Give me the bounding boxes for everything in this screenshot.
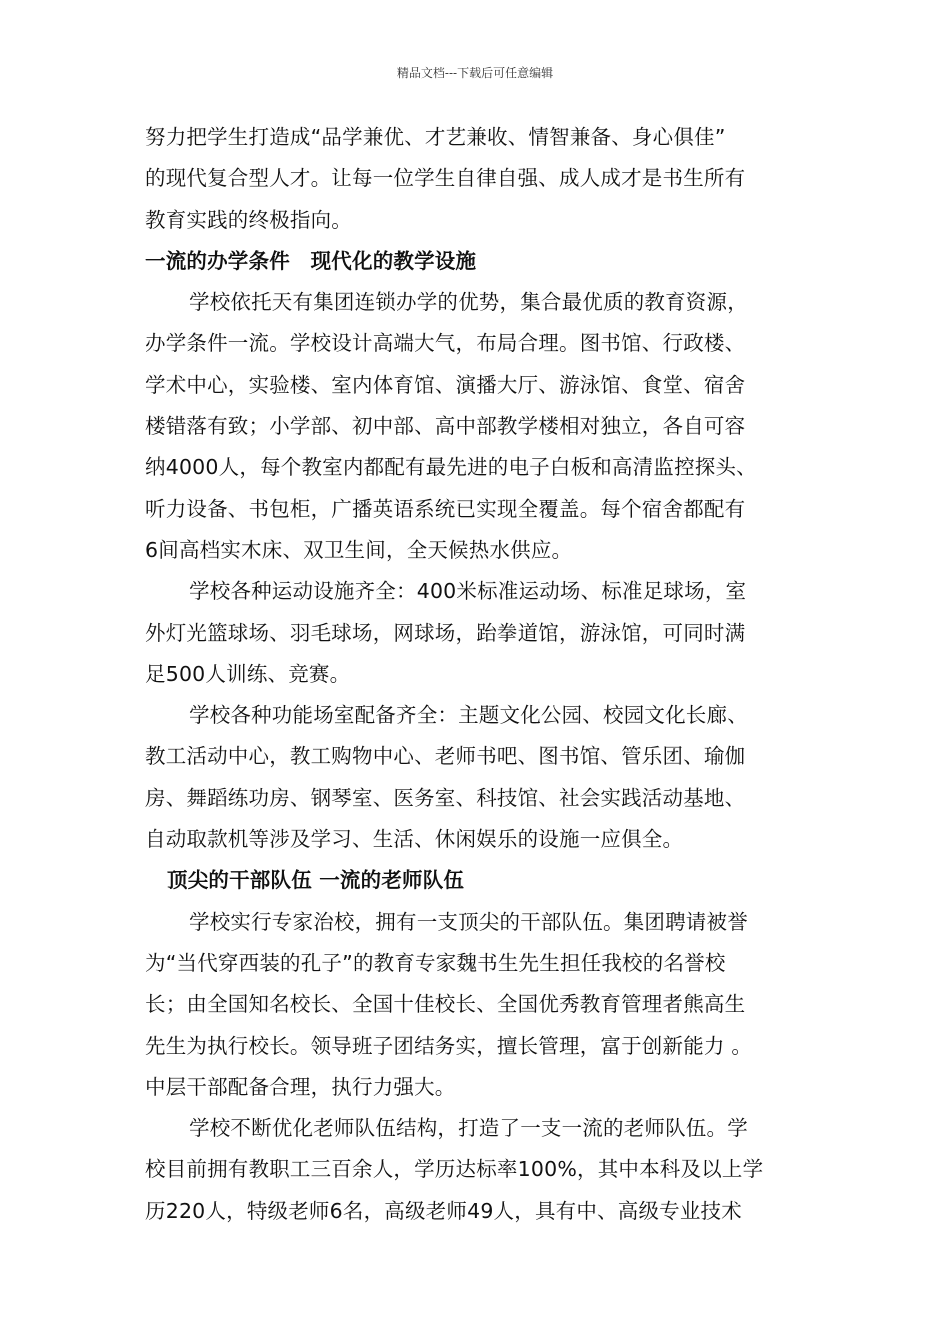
text-line: 楼错落有致；小学部、初中部、高中部教学楼相对独立，各自可容 xyxy=(145,414,746,439)
document-body xyxy=(145,117,810,1232)
text-line: 纳4000人，每个教室内都配有最先进的电子白板和高清监控探头、 xyxy=(145,455,757,480)
section-heading: 顶尖的干部队伍 一流的老师队伍 xyxy=(167,868,465,893)
text-line: 足500人训练、竞赛。 xyxy=(145,661,351,686)
text-line: 办学条件一流。学校设计高端大气，布局合理。图书馆、行政楼、 xyxy=(145,331,746,356)
text-line: 教育实践的终极指向。 xyxy=(145,207,352,232)
text-line: 中层干部配备合理，执行力强大。 xyxy=(145,1074,456,1099)
text-line: 长；由全国知名校长、全国十佳校长、全国优秀教育管理者熊高生 xyxy=(145,992,746,1017)
paragraph-first-line: 学校各种功能场室配备齐全：主题文化公园、校园文化长廊、 xyxy=(189,703,748,728)
paragraph-first-line: 学校各种运动设施齐全：400米标准运动场、标准足球场，室 xyxy=(189,579,747,604)
text-line: 历220人，特级老师6名，高级老师49人，具有中、高级专业技术 xyxy=(145,1198,742,1223)
text-line: 先生为执行校长。领导班子团结务实，擅长管理，富于创新能力 。 xyxy=(145,1033,753,1058)
page-header: 精品文档---下载后可任意编辑 xyxy=(396,66,554,80)
text-line: 自动取款机等涉及学习、生活、休闲娱乐的设施一应俱全。 xyxy=(145,827,684,852)
paragraph-first-line: 学校不断优化老师队伍结构，打造了一支一流的老师队伍。学 xyxy=(189,1116,748,1141)
section-heading: 一流的办学条件 现代化的教学设施 xyxy=(145,248,477,273)
text-line: 努力把学生打造成“品学兼优、才艺兼收、情智兼备、身心俱佳” xyxy=(145,125,726,149)
text-line: 学术中心，实验楼、室内体育馆、演播大厅、游泳馆、食堂、宿舍 xyxy=(145,372,746,397)
text-line: 6间高档实木床、双卫生间，全天候热水供应。 xyxy=(145,537,573,562)
paragraph-first-line: 学校实行专家治校，拥有一支顶尖的干部队伍。集团聘请被誉 xyxy=(189,909,748,934)
text-line: 的现代复合型人才。让每一位学生自律自强、成人成才是书生所有 xyxy=(145,166,746,191)
text-line: 为“当代穿西装的孔子”的教育专家魏书生先生担任我校的名誉校 xyxy=(145,950,726,975)
paragraph-first-line: 学校依托天有集团连锁办学的优势，集合最优质的教育资源， xyxy=(189,290,748,315)
text-line: 外灯光篮球场、羽毛球场，网球场，跆拳道馆，游泳馆，可同时满 xyxy=(145,620,746,645)
text-line: 听力设备、书包柜，广播英语系统已实现全覆盖。每个宿舍都配有 xyxy=(145,496,746,521)
text-line: 房、舞蹈练功房、钢琴室、医务室、科技馆、社会实践活动基地、 xyxy=(145,785,746,810)
text-line: 教工活动中心，教工购物中心、老师书吧、图书馆、管乐团、瑜伽 xyxy=(145,744,746,769)
text-line: 校目前拥有教职工三百余人，学历达标率100%，其中本科及以上学 xyxy=(145,1157,764,1182)
